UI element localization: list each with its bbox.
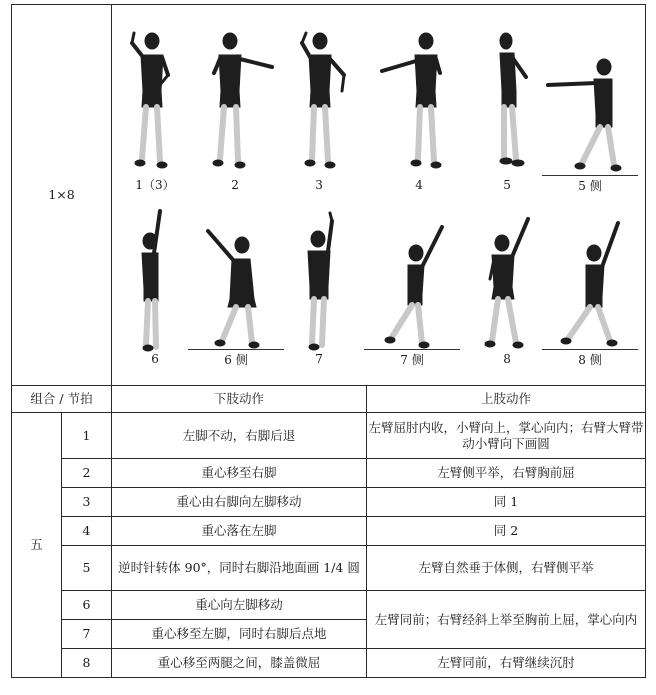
- table-row: [12, 517, 646, 546]
- figure-caption: 8: [503, 352, 511, 366]
- beat-cell: 8: [62, 649, 112, 678]
- table-row: [12, 488, 646, 517]
- figure-caption: 8 侧: [542, 349, 638, 368]
- figure-2: [190, 29, 280, 192]
- upper-cell: 同 1: [367, 488, 646, 517]
- figure-caption: 2: [231, 178, 239, 192]
- upper-cell: 左臂屈肘内收，小臂向上，掌心向内；右臂大臂带动小臂向下画圆: [367, 413, 646, 459]
- header-group-beat: 组合 / 节拍: [12, 386, 112, 413]
- lower-cell: 逆时针转体 90°，同时右脚沿地面画 1/4 圆: [112, 546, 367, 591]
- figure-3: [274, 29, 364, 192]
- figure-caption: 6: [151, 352, 159, 366]
- figure-1: [110, 29, 200, 192]
- dancer-figure-5-side: [542, 29, 638, 179]
- figure-caption: 4: [415, 178, 423, 192]
- figure-6-side: [188, 203, 284, 367]
- beat-cell: 1: [62, 413, 112, 459]
- figure-caption: 3: [315, 178, 323, 192]
- figure-caption: 5: [503, 178, 511, 192]
- table-row: [12, 413, 646, 459]
- figure-row: [12, 5, 646, 386]
- beat-label: 1×8: [48, 187, 75, 202]
- header-lower: 下肢动作: [112, 386, 367, 413]
- upper-cell: 左臂侧平举，右臂胸前屈: [367, 459, 646, 488]
- upper-cell: 左臂同前；右臂经斜上举至胸前上屈，掌心向内: [367, 591, 646, 649]
- dancer-figure-6: [110, 203, 200, 353]
- dancer-figure-4: [374, 29, 464, 179]
- dancer-figure-7-side: [364, 203, 460, 353]
- figure-caption: 5 侧: [542, 175, 638, 194]
- upper-cell: 左臂同前，右臂继续沉肘: [367, 649, 646, 678]
- beat-cell: 4: [62, 517, 112, 546]
- figure-4: [374, 29, 464, 192]
- table-row: [12, 649, 646, 678]
- dancer-figure-2: [190, 29, 280, 179]
- header-row: [12, 386, 646, 413]
- lower-cell: 左脚不动，右脚后退: [112, 413, 367, 459]
- dancer-figure-7: [274, 203, 364, 353]
- figure-caption: 7: [315, 352, 323, 366]
- upper-cell: 同 2: [367, 517, 646, 546]
- figure-5-side: [542, 29, 638, 193]
- figure-caption: 6 侧: [188, 349, 284, 368]
- lower-cell: 重心移至两腿之间，膝盖微屈: [112, 649, 367, 678]
- dancer-figure-6-side: [188, 203, 284, 353]
- beat-label-cell: [12, 5, 112, 386]
- table-row: [12, 459, 646, 488]
- beat-cell: 2: [62, 459, 112, 488]
- figure-7: [274, 203, 364, 366]
- dancer-figure-8: [462, 203, 552, 353]
- figure-6: [110, 203, 200, 366]
- figure-5: [462, 29, 552, 192]
- dancer-figure-1: [110, 29, 200, 179]
- lower-cell: 重心移至左脚，同时右脚后点地: [112, 620, 367, 649]
- beat-cell: 6: [62, 591, 112, 620]
- table-row: [12, 546, 646, 591]
- beat-cell: 5: [62, 546, 112, 591]
- figures-area: [112, 5, 645, 385]
- table-row: [12, 591, 646, 620]
- lower-cell: 重心由右脚向左脚移动: [112, 488, 367, 517]
- dancer-figure-8-side: [542, 203, 638, 353]
- dancer-figure-3: [274, 29, 364, 179]
- figure-8: [462, 203, 552, 366]
- figure-caption: 7 侧: [364, 349, 460, 368]
- figure-8-side: [542, 203, 638, 367]
- header-upper: 上肢动作: [367, 386, 646, 413]
- figure-7-side: [364, 203, 460, 367]
- lower-cell: 重心落在左脚: [112, 517, 367, 546]
- upper-cell: 左臂自然垂于体侧，右臂侧平举: [367, 546, 646, 591]
- dancer-figure-5: [462, 29, 552, 179]
- group-cell: 五: [12, 413, 62, 678]
- figures-cell: [112, 5, 646, 386]
- lower-cell: 重心向左脚移动: [112, 591, 367, 620]
- figure-caption: 1（3）: [135, 178, 175, 192]
- beat-cell: 7: [62, 620, 112, 649]
- lower-cell: 重心移至右脚: [112, 459, 367, 488]
- beat-cell: 3: [62, 488, 112, 517]
- dance-table: [11, 4, 646, 678]
